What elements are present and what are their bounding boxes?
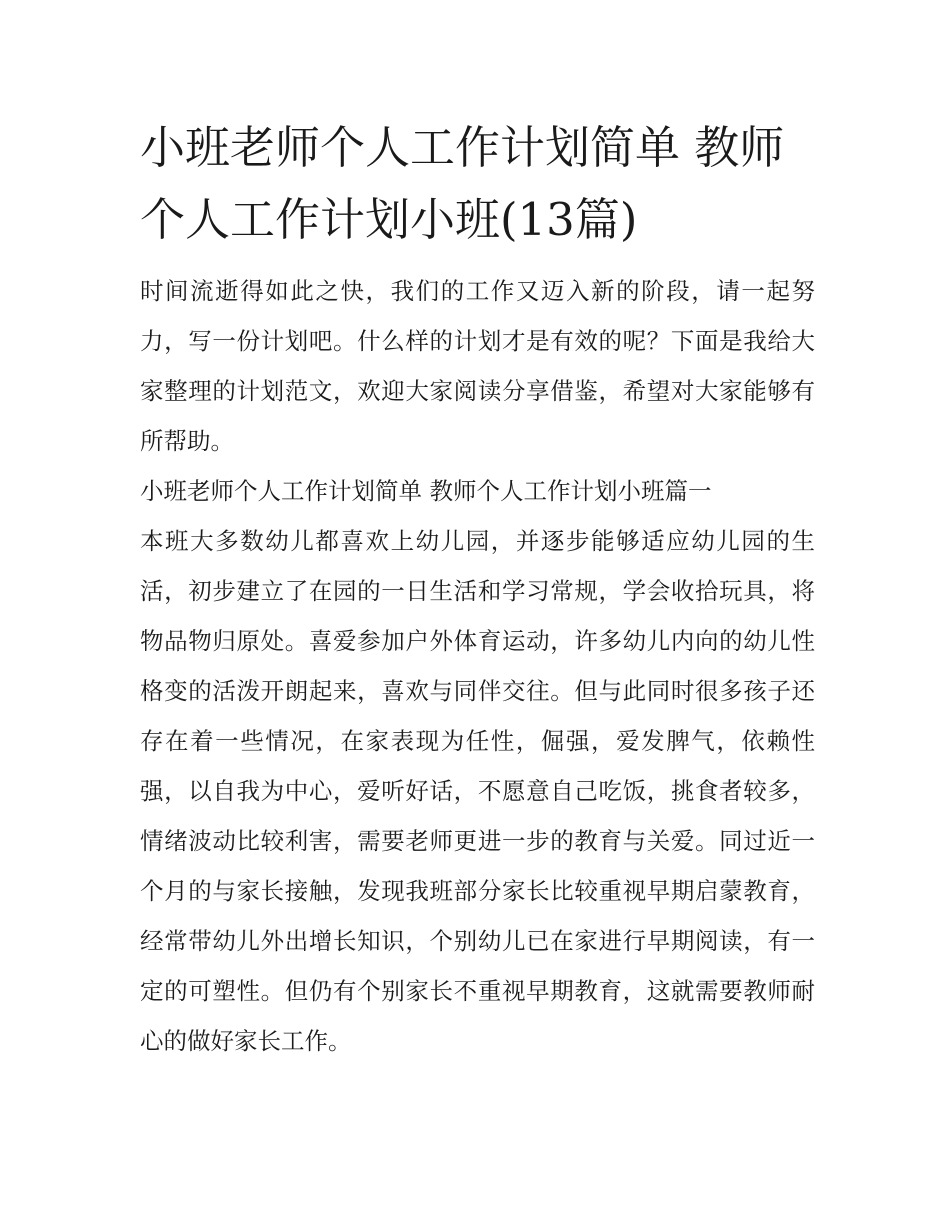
intro-paragraph: 时间流逝得如此之快，我们的工作又迈入新的阶段，请一起努力，写一份计划吧。什么样的计划才是有效的呢？下面是我给大家整理的计划范文，欢迎大家阅读分享借鉴，希望对大家能够有所帮助。 <box>140 277 815 455</box>
section-heading: 小班老师个人工作计划简单 教师个人工作计划小班篇一 <box>140 477 712 505</box>
title-block <box>140 112 815 256</box>
document-title: 小班老师个人工作计划简单 教师个人工作计划小班(13篇) <box>140 121 785 246</box>
document-page <box>140 112 815 1066</box>
section-body-paragraph: 本班大多数幼儿都喜欢上幼儿园，并逐步能够适应幼儿园的生活，初步建立了在园的一日生活和学习常规，学会收拾玩具，将物品物归原处。喜爱参加户外体育运动，许多幼儿内向的幼儿性格变的活泼开朗起来，喜欢与同伴交往。但与此同时很多孩子还存在着一些情况，在家表现为任性，倔强，爱发脾气，依赖性强，以自我为中心，爱听好话，不愿意自己吃饭，挑食者较多，情绪波动比较利害，需要老师更进一步的教育与关爱。同过近一个月的与家长接触，发现我班部分家长比较重视早期启蒙教育，经常带幼儿外出增长知识，个别幼儿已在家进行早期阅读，有一定的可塑性。但仍有个别家长不重视早期教育，这就需要教师耐心的做好家长工作。 <box>140 527 815 1055</box>
